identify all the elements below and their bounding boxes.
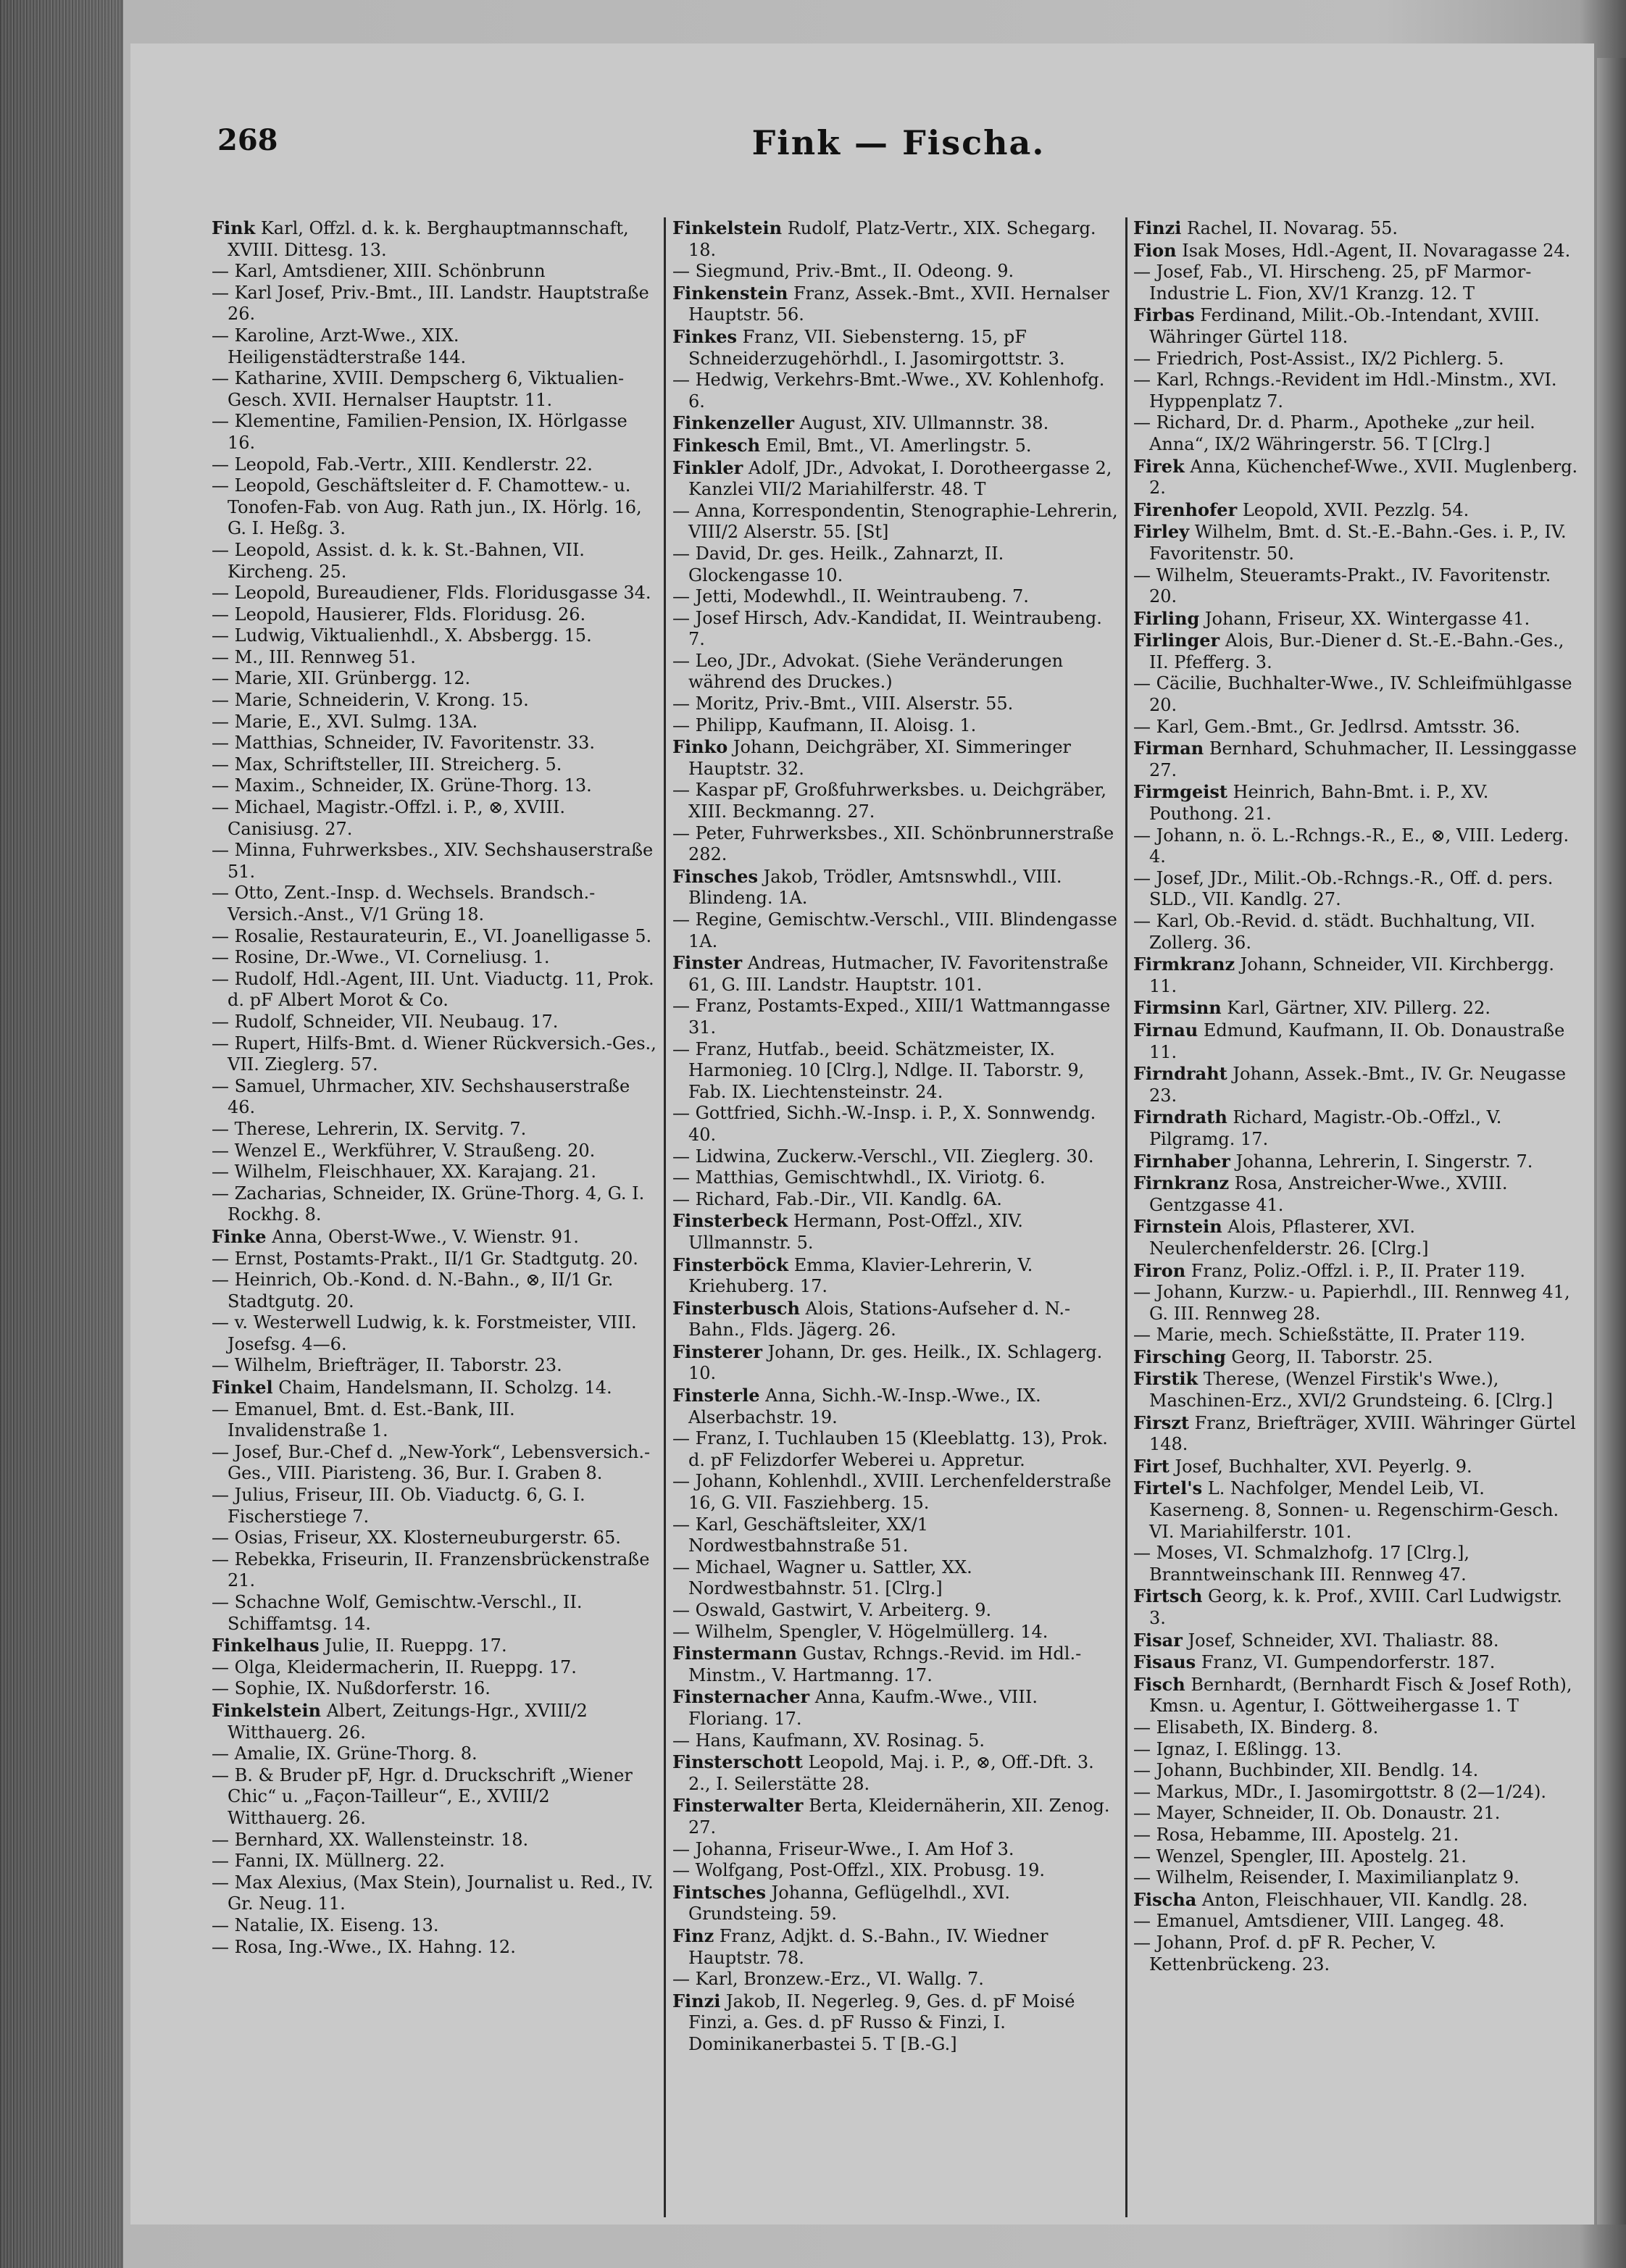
directory-entry: Fintsches Johanna, Geflügelhdl., XVI. Grundsteing. 59. bbox=[672, 1881, 1010, 1925]
directory-column-3 bbox=[1133, 217, 1583, 2217]
directory-entry: Finsches Jakob, Trödler, Amtsnswhdl., VIII. Blindeng. 1A. bbox=[672, 865, 1062, 909]
directory-entry: — Karl Josef, Priv.-Bmt., III. Landstr. Hauptstraße 26. bbox=[212, 282, 649, 325]
directory-entry: — Siegmund, Priv.-Bmt., II. Odeong. 9. bbox=[672, 261, 1014, 282]
directory-entry: Fisaus Franz, VI. Gumpendorferstr. 187. bbox=[1133, 1651, 1496, 1673]
directory-entry: — Rosalie, Restaurateurin, E., VI. Joanelligasse 5. bbox=[212, 925, 652, 946]
directory-entry: — Leo, JDr., Advokat. (Siehe Veränderungen während des Druckes.) bbox=[672, 650, 1064, 693]
directory-entry: Firtsch Georg, k. k. Prof., XVIII. Carl Ludwigstr. 3. bbox=[1133, 1585, 1562, 1628]
book-right-edge bbox=[1597, 58, 1626, 2225]
directory-entry: Firndrath Richard, Magistr.-Ob.-Offzl., V. Pilgramg. 17. bbox=[1133, 1106, 1502, 1149]
directory-columns bbox=[212, 217, 1588, 2217]
directory-entry: Finsterschott Leopold, Maj. i. P., ⊗, Off.-Dft. 3. 2., I. Seilerstätte 28. bbox=[672, 1751, 1094, 1794]
directory-entry: — v. Westerwell Ludwig, k. k. Forstmeister, VIII. Josefsg. 4—6. bbox=[212, 1312, 637, 1354]
directory-entry: — Johanna, Friseur-Wwe., I. Am Hof 3. bbox=[672, 1838, 1014, 1859]
directory-entry: — Marie, E., XVI. Sulmg. 13A. bbox=[212, 711, 478, 732]
directory-entry: — Leopold, Bureaudiener, Flds. Floridusgasse 34. bbox=[212, 583, 651, 604]
directory-entry: Firnhaber Johanna, Lehrerin, I. Singerstr. 7. bbox=[1133, 1150, 1533, 1172]
directory-entry: — Heinrich, Ob.-Kond. d. N.-Bahn., ⊗, II/1 Gr. Stadtgutg. 20. bbox=[212, 1270, 614, 1312]
directory-entry: Firt Josef, Buchhalter, XVI. Peyerlg. 9. bbox=[1133, 1455, 1472, 1477]
directory-entry: — Hans, Kaufmann, XV. Rosinag. 5. bbox=[672, 1730, 985, 1751]
directory-entry: — Therese, Lehrerin, IX. Servitg. 7. bbox=[212, 1118, 527, 1139]
directory-column-2 bbox=[672, 217, 1119, 2217]
directory-entry: — Zacharias, Schneider, IX. Grüne-Thorg. 4, G. I. Rockhg. 8. bbox=[212, 1183, 645, 1225]
directory-entry: — Wilhelm, Fleischhauer, XX. Karajang. 21. bbox=[212, 1162, 596, 1183]
directory-entry: — Lidwina, Zuckerw.-Verschl., VII. Zieglerg. 30. bbox=[672, 1146, 1094, 1167]
directory-entry: Firlinger Alois, Bur.-Diener d. St.-E.-Bahn.-Ges., II. Pfefferg. 3. bbox=[1133, 630, 1564, 672]
directory-entry: Finsterer Johann, Dr. ges. Heilk., IX. Schlagerg. 10. bbox=[672, 1341, 1103, 1384]
directory-entry: — David, Dr. ges. Heilk., Zahnarzt, II. Glockengasse 10. bbox=[672, 543, 1004, 585]
directory-entry: Firtel's L. Nachfolger, Mendel Leib, VI. Kaserneng. 8, Sonnen- u. Regenschirm-Gesch. VI. Mariahilferstr. 101. bbox=[1133, 1477, 1559, 1542]
directory-entry: — Peter, Fuhrwerksbes., XII. Schönbrunnerstraße 282. bbox=[672, 822, 1114, 865]
directory-entry: — Gottfried, Sichh.-W.-Insp. i. P., X. Sonnwendg. 40. bbox=[672, 1103, 1096, 1145]
directory-entry: — Josef, Fab., VI. Hirscheng. 25, pF Marmor-Industrie L. Fion, XV/1 Kranzg. 12. T bbox=[1133, 262, 1532, 304]
directory-entry: — Osias, Friseur, XX. Klosterneuburgerstr. 65. bbox=[212, 1527, 621, 1548]
directory-entry: Firmgeist Heinrich, Bahn-Bmt. i. P., XV. Pouthong. 21. bbox=[1133, 781, 1489, 825]
directory-entry: — Karl, Gem.-Bmt., Gr. Jedlrsd. Amtsstr. 36. bbox=[1133, 716, 1520, 737]
directory-entry: — Kaspar pF, Großfuhrwerksbes. u. Deichgräber, XIII. Beckmanng. 27. bbox=[672, 780, 1107, 822]
directory-entry: Finzi Jakob, II. Negerleg. 9, Ges. d. pF Moisé Finzi, a. Ges. d. pF Russo & Finzi, I. Dominikanerbastei 5. T [B.-G.] bbox=[672, 1990, 1075, 2054]
directory-entry: — Minna, Fuhrwerksbes., XIV. Sechshauserstraße 51. bbox=[212, 840, 654, 882]
directory-entry: Fischa Anton, Fleischhauer, VII. Kandlg. 28. bbox=[1133, 1888, 1528, 1910]
directory-entry: — Rebekka, Friseurin, II. Franzensbrückenstraße 21. bbox=[212, 1548, 650, 1591]
directory-entry: — Sophie, IX. Nußdorferstr. 16. bbox=[212, 1678, 491, 1699]
directory-entry: — Rudolf, Schneider, VII. Neubaug. 17. bbox=[212, 1011, 559, 1032]
directory-entry: — Wilhelm, Reisender, I. Maximilianplatz 9. bbox=[1133, 1867, 1519, 1888]
directory-entry: — Marie, Schneiderin, V. Krong. 15. bbox=[212, 690, 529, 711]
directory-entry: — Michael, Wagner u. Sattler, XX. Nordwestbahnstr. 51. [Clrg.] bbox=[672, 1556, 972, 1599]
directory-entry: Firmkranz Johann, Schneider, VII. Kirchbergg. 11. bbox=[1133, 954, 1555, 996]
directory-entry: — Maxim., Schneider, IX. Grüne-Thorg. 13. bbox=[212, 775, 592, 796]
directory-entry: Firndraht Johann, Assek.-Bmt., IV. Gr. Neugasse 23. bbox=[1133, 1063, 1567, 1106]
directory-entry: Finsterbeck Hermann, Post-Offzl., XIV. Ullmannstr. 5. bbox=[672, 1210, 1023, 1253]
directory-entry: Finko Johann, Deichgräber, XI. Simmeringer Hauptstr. 32. bbox=[672, 736, 1072, 779]
directory-entry: Finster Andreas, Hutmacher, IV. Favoritenstraße 61, G. III. Landstr. Hauptstr. 101. bbox=[672, 952, 1109, 995]
directory-column-1 bbox=[212, 217, 658, 2217]
directory-entry: — Richard, Dr. d. Pharm., Apotheke „zur heil. Anna“, IX/2 Währingerstr. 56. T [Clrg.] bbox=[1133, 412, 1535, 454]
column-divider bbox=[1125, 217, 1127, 2217]
directory-entry: — B. & Bruder pF, Hgr. d. Druckschrift „Wiener Chic“ u. „Façon-Tailleur“, E., XVIII/2 Witthauerg. 26. bbox=[212, 1764, 633, 1828]
directory-entry: — Franz, Postamts-Exped., XIII/1 Wattmanngasse 31. bbox=[672, 996, 1111, 1038]
directory-entry: Finkler Adolf, JDr., Advokat, I. Dorotheergasse 2, Kanzlei VII/2 Mariahilferstr. 48. T bbox=[672, 456, 1112, 500]
directory-entry: Finsternacher Anna, Kaufm.-Wwe., VIII. Floriang. 17. bbox=[672, 1686, 1038, 1729]
directory-entry: Finsterböck Emma, Klavier-Lehrerin, V. Kriehuberg. 17. bbox=[672, 1254, 1033, 1297]
directory-entry: — Rosa, Ing.-Wwe., IX. Hahng. 12. bbox=[212, 1936, 516, 1957]
directory-entry: — Moses, VI. Schmalzhofg. 17 [Clrg.], Branntweinschank III. Rennweg 47. bbox=[1133, 1543, 1469, 1585]
directory-entry: Finkesch Emil, Bmt., VI. Amerlingstr. 5. bbox=[672, 434, 1032, 456]
directory-entry: Finsterle Anna, Sichh.-W.-Insp.-Wwe., IX. Alserbachstr. 19. bbox=[672, 1385, 1041, 1427]
directory-entry: — Karl, Amtsdiener, XIII. Schönbrunn bbox=[212, 261, 546, 282]
directory-entry: — Natalie, IX. Eiseng. 13. bbox=[212, 1914, 439, 1935]
directory-entry: Finsterwalter Berta, Kleidernäherin, XII. Zenog. 27. bbox=[672, 1795, 1110, 1838]
directory-entry: Finke Anna, Oberst-Wwe., V. Wienstr. 91. bbox=[212, 1225, 579, 1247]
directory-entry: — Wenzel, Spengler, III. Apostelg. 21. bbox=[1133, 1846, 1467, 1867]
running-title: Fink — Fischa. bbox=[751, 123, 1046, 162]
page-number: 268 bbox=[217, 123, 278, 157]
directory-entry: Firon Franz, Poliz.-Offzl. i. P., II. Prater 119. bbox=[1133, 1259, 1525, 1281]
directory-entry: — Karoline, Arzt-Wwe., XIX. Heiligenstädterstraße 144. bbox=[212, 325, 467, 367]
directory-entry: — Olga, Kleidermacherin, II. Rueppg. 17. bbox=[212, 1656, 577, 1677]
directory-entry: Firenhofer Leopold, XVII. Pezzlg. 54. bbox=[1133, 499, 1469, 520]
directory-entry: — Wolfgang, Post-Offzl., XIX. Probusg. 19. bbox=[672, 1860, 1045, 1881]
directory-entry: Finsterbusch Alois, Stations-Aufseher d. N.-Bahn., Flds. Jägerg. 26. bbox=[672, 1297, 1071, 1341]
directory-page bbox=[130, 43, 1594, 2225]
directory-entry: Finkelstein Albert, Zeitungs-Hgr., XVIII/2 Witthauerg. 26. bbox=[212, 1699, 588, 1743]
directory-entry: Finstermann Gustav, Rchngs.-Revid. im Hdl.-Minstm., V. Hartmanng. 17. bbox=[672, 1643, 1082, 1685]
directory-entry: — Moritz, Priv.-Bmt., VIII. Alserstr. 55. bbox=[672, 693, 1014, 714]
directory-entry: Fink Karl, Offzl. d. k. k. Berghauptmannschaft, XVIII. Dittesg. 13. bbox=[212, 217, 629, 260]
directory-entry: Firling Johann, Friseur, XX. Wintergasse 41. bbox=[1133, 607, 1530, 629]
directory-entry: — Marie, XII. Grünbergg. 12. bbox=[212, 668, 471, 689]
directory-entry: — Katharine, XVIII. Dempscherg 6, Viktualien-Gesch. XVII. Hernalser Hauptstr. 11. bbox=[212, 368, 625, 410]
directory-entry: Firmsinn Karl, Gärtner, XIV. Pillerg. 22. bbox=[1133, 997, 1490, 1019]
book-page-edges bbox=[0, 0, 123, 2268]
directory-entry: Finz Franz, Adjkt. d. S.-Bahn., IV. Wiedner Hauptstr. 78. bbox=[672, 1925, 1048, 1968]
directory-entry: — Emanuel, Amtsdiener, VIII. Langeg. 48. bbox=[1133, 1911, 1505, 1932]
directory-entry: Firnstein Alois, Pflasterer, XVI. Neulerchenfelderstr. 26. [Clrg.] bbox=[1133, 1216, 1429, 1259]
directory-entry: — Oswald, Gastwirt, V. Arbeiterg. 9. bbox=[672, 1600, 992, 1620]
directory-entry: — Bernhard, XX. Wallensteinstr. 18. bbox=[212, 1829, 529, 1850]
directory-entry: — Leopold, Geschäftsleiter d. F. Chamottew.- u. Tonofen-Fab. von Aug. Rath jun., IX. Hörlg. 16, G. I. Heßg. 3. bbox=[212, 475, 642, 539]
directory-entry: — Elisabeth, IX. Binderg. 8. bbox=[1133, 1717, 1379, 1738]
directory-entry: — Leopold, Fab.-Vertr., XIII. Kendlerstr. 22. bbox=[212, 454, 593, 475]
directory-entry: — Johann, Kohlenhdl., XVIII. Lerchenfelderstraße 16, G. VII. Fasziehberg. 15. bbox=[672, 1471, 1112, 1514]
directory-entry: Firnkranz Rosa, Anstreicher-Wwe., XVIII. Gentzgasse 41. bbox=[1133, 1172, 1508, 1215]
directory-entry: Firbas Ferdinand, Milit.-Ob.-Intendant, XVIII. Währinger Gürtel 118. bbox=[1133, 304, 1540, 347]
directory-entry: — Karl, Geschäftsleiter, XX/1 Nordwestbahnstraße 51. bbox=[672, 1514, 929, 1556]
directory-entry: — Karl, Bronzew.-Erz., VI. Wallg. 7. bbox=[672, 1969, 984, 1990]
directory-entry: — Wilhelm, Spengler, V. Högelmüllerg. 14. bbox=[672, 1621, 1048, 1642]
directory-entry: — Michael, Magistr.-Offzl. i. P., ⊗, XVIII. Canisiusg. 27. bbox=[212, 797, 565, 839]
directory-entry: — Wilhelm, Briefträger, II. Taborstr. 23. bbox=[212, 1355, 562, 1376]
directory-entry: — Samuel, Uhrmacher, XIV. Sechshauserstraße 46. bbox=[212, 1075, 630, 1118]
directory-entry: — Max Alexius, (Max Stein), Journalist u. Red., IV. Gr. Neug. 11. bbox=[212, 1872, 654, 1914]
directory-entry: — Rosa, Hebamme, III. Apostelg. 21. bbox=[1133, 1824, 1459, 1845]
directory-entry: Firstik Therese, (Wenzel Firstik's Wwe.), Maschinen-Erz., XVI/2 Grundsteing. 6. [Clrg.] bbox=[1133, 1368, 1554, 1412]
directory-entry: Fisch Bernhardt, (Bernhardt Fisch & Josef Roth), Kmsn. u. Agentur, I. Göttweihergasse 1. T bbox=[1133, 1673, 1572, 1717]
directory-entry: Firsching Georg, II. Taborstr. 25. bbox=[1133, 1346, 1433, 1367]
directory-entry: — Max, Schriftsteller, III. Streicherg. 5. bbox=[212, 754, 562, 775]
directory-entry: — Josef, JDr., Milit.-Ob.-Rchngs.-R., Off. d. pers. SLD., VII. Kandlg. 27. bbox=[1133, 867, 1554, 910]
directory-entry: — Amalie, IX. Grüne-Thorg. 8. bbox=[212, 1743, 478, 1764]
directory-entry: — Klementine, Familien-Pension, IX. Hörlgasse 16. bbox=[212, 411, 628, 453]
directory-entry: — Johann, Buchbinder, XII. Bendlg. 14. bbox=[1133, 1760, 1479, 1781]
directory-entry: — Leopold, Hausierer, Flds. Floridusg. 26. bbox=[212, 604, 586, 625]
directory-entry: Finkelhaus Julie, II. Rueppg. 17. bbox=[212, 1635, 507, 1656]
directory-entry: — Ludwig, Viktualienhdl., X. Absbergg. 15. bbox=[212, 625, 592, 646]
directory-entry: — Friedrich, Post-Assist., IX/2 Pichlerg. 5. bbox=[1133, 348, 1504, 369]
directory-entry: — Johann, n. ö. L.-Rchngs.-R., E., ⊗, VIII. Lederg. 4. bbox=[1133, 825, 1569, 867]
directory-entry: — Karl, Ob.-Revid. d. städt. Buchhaltung, VII. Zollerg. 36. bbox=[1133, 911, 1535, 953]
directory-entry: Finkes Franz, VII. Siebensterng. 15, pF Schneiderzugehörhdl., I. Jasomirgottstr. 3. bbox=[672, 325, 1065, 369]
directory-entry: — Johann, Prof. d. pF R. Pecher, V. Kettenbrückeng. 23. bbox=[1133, 1932, 1436, 1975]
directory-entry: — Markus, MDr., I. Jasomirgottstr. 8 (2—1/24). bbox=[1133, 1781, 1547, 1802]
directory-entry: — Leopold, Assist. d. k. k. St.-Bahnen, VII. Kircheng. 25. bbox=[212, 539, 585, 582]
directory-entry: — Anna, Korrespondentin, Stenographie-Lehrerin, VIII/2 Alserstr. 55. [St] bbox=[672, 500, 1118, 543]
directory-entry: Firman Bernhard, Schuhmacher, II. Lessinggasse 27. bbox=[1133, 738, 1577, 780]
directory-entry: Firnau Edmund, Kaufmann, II. Ob. Donaustraße 11. bbox=[1133, 1019, 1565, 1062]
directory-entry: — Matthias, Schneider, IV. Favoritenstr. 33. bbox=[212, 733, 596, 754]
directory-entry: — Rupert, Hilfs-Bmt. d. Wiener Rückversich.-Ges., VII. Zieglerg. 57. bbox=[212, 1033, 656, 1075]
directory-entry: Firley Wilhelm, Bmt. d. St.-E.-Bahn.-Ges. i. P., IV. Favoritenstr. 50. bbox=[1133, 521, 1567, 564]
directory-entry: Fisar Josef, Schneider, XVI. Thaliastr. 88. bbox=[1133, 1629, 1499, 1651]
directory-entry: Firszt Franz, Briefträger, XVIII. Währinger Gürtel 148. bbox=[1133, 1412, 1576, 1455]
directory-entry: Finkel Chaim, Handelsmann, II. Scholzg. 14. bbox=[212, 1377, 612, 1398]
column-divider bbox=[664, 217, 666, 2217]
directory-entry: — Josef Hirsch, Adv.-Kandidat, II. Weintraubeng. 7. bbox=[672, 607, 1102, 650]
directory-entry: — Franz, Hutfab., beeid. Schätzmeister, IX. Harmonieg. 10 [Clrg.], Ndlge. II. Taborstr. 9, Fab. IX. Liechtensteinstr. 24. bbox=[672, 1038, 1085, 1102]
directory-entry: — Julius, Friseur, III. Ob. Viaductg. 6, G. I. Fischerstiege 7. bbox=[212, 1485, 585, 1527]
directory-entry: Finkelstein Rudolf, Platz-Vertr., XIX. Schegarg. 18. bbox=[672, 217, 1096, 260]
directory-entry: — Schachne Wolf, Gemischtw.-Verschl., II. Schiffamtsg. 14. bbox=[212, 1592, 583, 1634]
directory-entry: — Otto, Zent.-Insp. d. Wechsels. Brandsch.-Versich.-Anst., V/1 Grüng 18. bbox=[212, 883, 596, 925]
directory-entry: — Richard, Fab.-Dir., VII. Kandlg. 6A. bbox=[672, 1188, 1002, 1209]
directory-entry: — Jetti, Modewhdl., II. Weintraubeng. 7. bbox=[672, 586, 1029, 607]
directory-entry: Firek Anna, Küchenchef-Wwe., XVII. Muglenberg. 2. bbox=[1133, 455, 1578, 499]
directory-entry: — Ignaz, I. Eßlingg. 13. bbox=[1133, 1738, 1342, 1759]
directory-entry: — Johann, Kurzw.- u. Papierhdl., III. Rennweg 41, G. III. Rennweg 28. bbox=[1133, 1282, 1570, 1324]
page-header bbox=[217, 123, 1580, 181]
directory-entry: Finzi Rachel, II. Novarag. 55. bbox=[1133, 217, 1398, 238]
directory-entry: — Franz, I. Tuchlauben 15 (Kleeblattg. 13), Prok. d. pF Felizdorfer Weberei u. Appretur. bbox=[672, 1428, 1108, 1470]
directory-entry: — Hedwig, Verkehrs-Bmt.-Wwe., XV. Kohlenhofg. 6. bbox=[672, 370, 1105, 412]
directory-entry: — Mayer, Schneider, II. Ob. Donaustr. 21. bbox=[1133, 1803, 1501, 1824]
directory-entry: — Philipp, Kaufmann, II. Aloisg. 1. bbox=[672, 714, 977, 735]
directory-entry: — Rudolf, Hdl.-Agent, III. Unt. Viaductg. 11, Prok. d. pF Albert Morot & Co. bbox=[212, 968, 654, 1011]
directory-entry: — M., III. Rennweg 51. bbox=[212, 646, 416, 667]
directory-entry: — Wenzel E., Werkführer, V. Straußeng. 20. bbox=[212, 1140, 596, 1161]
directory-entry: — Regine, Gemischtw.-Verschl., VIII. Blindengasse 1A. bbox=[672, 909, 1117, 951]
directory-entry: — Fanni, IX. Müllnerg. 22. bbox=[212, 1851, 445, 1872]
directory-entry: — Ernst, Postamts-Prakt., II/1 Gr. Stadtgutg. 20. bbox=[212, 1248, 638, 1269]
directory-entry: — Emanuel, Bmt. d. Est.-Bank, III. Invalidenstraße 1. bbox=[212, 1398, 515, 1441]
directory-entry: Finkenstein Franz, Assek.-Bmt., XVII. Hernalser Hauptstr. 56. bbox=[672, 282, 1109, 325]
directory-entry: — Matthias, Gemischtwhdl., IX. Viriotg. 6. bbox=[672, 1167, 1046, 1188]
directory-entry: — Wilhelm, Steueramts-Prakt., IV. Favoritenstr. 20. bbox=[1133, 564, 1551, 607]
directory-entry: — Marie, mech. Schießstätte, II. Prater 119. bbox=[1133, 1325, 1526, 1346]
directory-entry: — Rosine, Dr.-Wwe., VI. Corneliusg. 1. bbox=[212, 947, 550, 968]
directory-entry: — Josef, Bur.-Chef d. „New-York“, Lebensversich.-Ges., VIII. Piaristeng. 36, Bur. I. Graben 8. bbox=[212, 1441, 651, 1484]
directory-entry: Finkenzeller August, XIV. Ullmannstr. 38. bbox=[672, 412, 1049, 434]
directory-entry: — Karl, Rchngs.-Revident im Hdl.-Minstm., XVI. Hyppenplatz 7. bbox=[1133, 370, 1557, 412]
directory-entry: — Cäcilie, Buchhalter-Wwe., IV. Schleifmühlgasse 20. bbox=[1133, 673, 1572, 716]
directory-entry: Fion Isak Moses, Hdl.-Agent, II. Novaragasse 24. bbox=[1133, 239, 1571, 261]
